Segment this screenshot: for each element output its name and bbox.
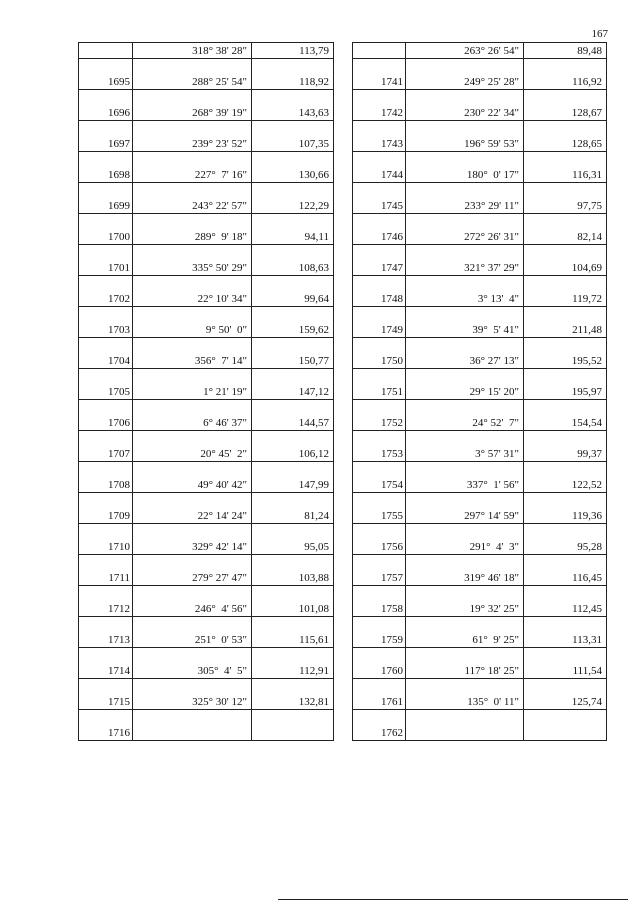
distance-value: 111,54: [572, 665, 602, 677]
bearing-angle: 24° 52' 7": [472, 417, 519, 429]
bearing-angle: 291° 4' 3": [469, 541, 519, 553]
bearing-angle: 39° 5' 41": [472, 324, 519, 336]
bearing-angle: 6° 46' 37": [203, 417, 247, 429]
point-number: 1715: [108, 696, 130, 708]
traverse-table-left: [78, 42, 334, 741]
bearing-angle: 321° 37' 29": [464, 262, 519, 274]
footer-rule: [278, 899, 628, 900]
bearing-angle: 117° 18' 25": [464, 665, 519, 677]
distance-value: 143,63: [298, 107, 329, 119]
point-number: 1750: [381, 355, 403, 367]
point-number: 1759: [381, 634, 403, 646]
distance-value: 122,29: [298, 200, 329, 212]
bearing-angle: 329° 42' 14": [192, 541, 247, 553]
distance-value: 144,57: [298, 417, 329, 429]
point-number: 1707: [108, 448, 130, 460]
distance-value: 89,48: [577, 45, 602, 57]
distance-value: 113,79: [299, 45, 329, 57]
point-number: 1696: [108, 107, 130, 119]
distance-value: 108,63: [298, 262, 329, 274]
bearing-angle: 9° 50' 0": [205, 324, 247, 336]
bearing-angle: 180° 0' 17": [466, 169, 519, 181]
point-number: 1743: [381, 138, 403, 150]
point-number: 1708: [108, 479, 130, 491]
distance-value: 112,91: [299, 665, 329, 677]
distance-value: 211,48: [572, 324, 602, 336]
point-number: 1758: [381, 603, 403, 615]
distance-value: 99,37: [577, 448, 602, 460]
bearing-angle: 22° 10' 34": [197, 293, 247, 305]
bearing-angle: 61° 9' 25": [472, 634, 519, 646]
distance-value: 116,92: [572, 76, 602, 88]
bearing-angle: 249° 25' 28": [464, 76, 519, 88]
point-number: 1713: [108, 634, 130, 646]
point-number: 1709: [108, 510, 130, 522]
bearing-angle: 325° 30' 12": [192, 696, 247, 708]
point-number: 1757: [381, 572, 403, 584]
bearing-angle: 279° 27' 47": [192, 572, 247, 584]
distance-value: 118,92: [299, 76, 329, 88]
distance-value: 147,99: [298, 479, 329, 491]
bearing-angle: 288° 25' 54": [192, 76, 247, 88]
bearing-angle: 297° 14' 59": [464, 510, 519, 522]
point-number: 1705: [108, 386, 130, 398]
bearing-angle: 272° 26' 31": [464, 231, 519, 243]
distance-value: 128,65: [571, 138, 602, 150]
point-number: 1753: [381, 448, 403, 460]
point-number: 1745: [381, 200, 403, 212]
point-number: 1710: [108, 541, 130, 553]
distance-value: 119,36: [572, 510, 602, 522]
bearing-angle: 356° 7' 14": [194, 355, 247, 367]
bearing-angle: 230° 22' 34": [464, 107, 519, 119]
point-number: 1706: [108, 417, 130, 429]
distance-value: 150,77: [298, 355, 329, 367]
distance-value: 125,74: [571, 696, 602, 708]
point-number: 1746: [381, 231, 403, 243]
point-number: 1716: [108, 727, 130, 739]
bearing-angle: 233° 29' 11": [464, 200, 519, 212]
point-number: 1741: [381, 76, 403, 88]
point-number: 1704: [108, 355, 130, 367]
point-number: 1699: [108, 200, 130, 212]
distance-value: 195,52: [571, 355, 602, 367]
bearing-angle: 227° 7' 16": [194, 169, 247, 181]
bearing-angle: 196° 59' 53": [464, 138, 519, 150]
distance-value: 99,64: [304, 293, 329, 305]
bearing-angle: 335° 50' 29": [192, 262, 247, 274]
point-number: 1711: [108, 572, 130, 584]
point-number: 1695: [108, 76, 130, 88]
point-number: 1700: [108, 231, 130, 243]
point-number: 1752: [381, 417, 403, 429]
bearing-angle: 3° 57' 31": [475, 448, 519, 460]
distance-value: 107,35: [298, 138, 329, 150]
distance-value: 147,12: [298, 386, 329, 398]
distance-value: 128,67: [571, 107, 602, 119]
bearing-angle: 263° 26' 54": [464, 45, 519, 57]
bearing-angle: 243° 22' 57": [192, 200, 247, 212]
distance-value: 113,31: [572, 634, 602, 646]
bearing-angle: 239° 23' 52": [192, 138, 247, 150]
distance-value: 130,66: [298, 169, 329, 181]
distance-value: 116,31: [572, 169, 602, 181]
point-number: 1748: [381, 293, 403, 305]
point-number: 1754: [381, 479, 403, 491]
traverse-table-right: [352, 42, 607, 741]
page-number: 167: [591, 28, 608, 40]
point-number: 1761: [381, 696, 403, 708]
bearing-angle: 3° 13' 4": [477, 293, 519, 305]
bearing-angle: 19° 32' 25": [469, 603, 519, 615]
distance-value: 119,72: [572, 293, 602, 305]
bearing-angle: 251° 0' 53": [194, 634, 247, 646]
distance-value: 95,28: [577, 541, 602, 553]
point-number: 1712: [108, 603, 130, 615]
distance-value: 94,11: [304, 231, 329, 243]
point-number: 1762: [381, 727, 403, 739]
distance-value: 97,75: [577, 200, 602, 212]
point-number: 1703: [108, 324, 130, 336]
distance-value: 103,88: [298, 572, 329, 584]
distance-value: 115,61: [299, 634, 329, 646]
distance-value: 195,97: [571, 386, 602, 398]
distance-value: 104,69: [571, 262, 602, 274]
bearing-angle: 305° 4' 5": [197, 665, 247, 677]
bearing-angle: 49° 40' 42": [197, 479, 247, 491]
point-number: 1744: [381, 169, 403, 181]
bearing-angle: 1° 21' 19": [203, 386, 247, 398]
bearing-angle: 22° 14' 24": [197, 510, 247, 522]
bearing-angle: 29° 15' 20": [469, 386, 519, 398]
point-number: 1698: [108, 169, 130, 181]
distance-value: 122,52: [571, 479, 602, 491]
bearing-angle: 20° 45' 2": [200, 448, 247, 460]
distance-value: 81,24: [304, 510, 329, 522]
distance-value: 82,14: [577, 231, 602, 243]
point-number: 1747: [381, 262, 403, 274]
point-number: 1756: [381, 541, 403, 553]
bearing-angle: 36° 27' 13": [469, 355, 519, 367]
point-number: 1701: [108, 262, 130, 274]
bearing-angle: 319° 46' 18": [464, 572, 519, 584]
distance-value: 159,62: [298, 324, 329, 336]
distance-value: 132,81: [298, 696, 329, 708]
bearing-angle: 337° 1' 56": [466, 479, 519, 491]
point-number: 1742: [381, 107, 403, 119]
bearing-angle: 268° 39' 19": [192, 107, 247, 119]
distance-value: 154,54: [571, 417, 602, 429]
distance-value: 106,12: [298, 448, 329, 460]
bearing-angle: 289° 9' 18": [194, 231, 247, 243]
point-number: 1751: [381, 386, 403, 398]
bearing-angle: 246° 4' 56": [194, 603, 247, 615]
point-number: 1702: [108, 293, 130, 305]
point-number: 1760: [381, 665, 403, 677]
distance-value: 112,45: [572, 603, 602, 615]
bearing-angle: 318° 38' 28": [192, 45, 247, 57]
distance-value: 116,45: [572, 572, 602, 584]
point-number: 1697: [108, 138, 130, 150]
point-number: 1714: [108, 665, 130, 677]
point-number: 1749: [381, 324, 403, 336]
distance-value: 101,08: [298, 603, 329, 615]
point-number: 1755: [381, 510, 403, 522]
bearing-angle: 135° 0' 11": [467, 696, 519, 708]
distance-value: 95,05: [304, 541, 329, 553]
